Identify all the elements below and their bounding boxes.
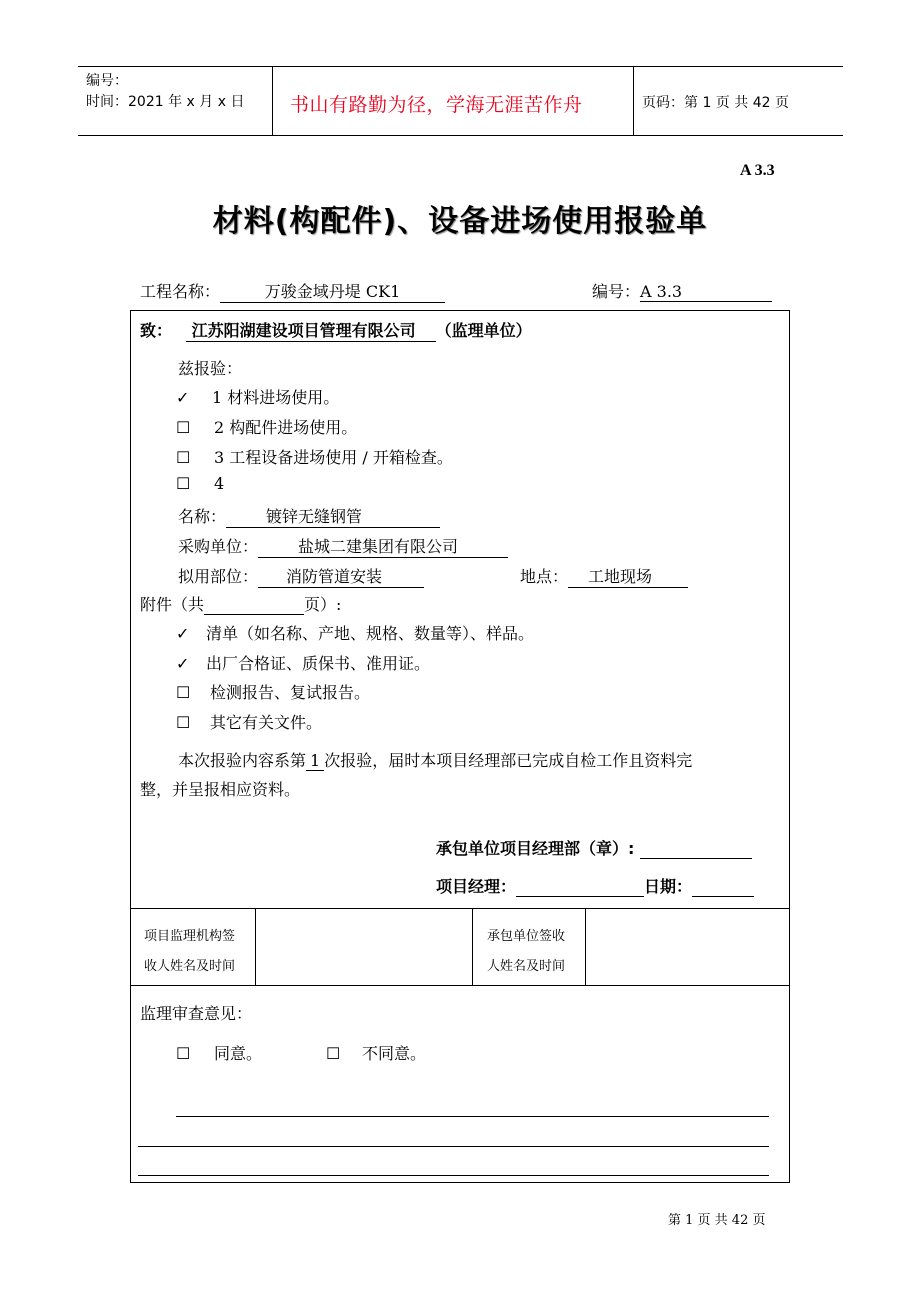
attachments-header [140,592,341,615]
project-name-value: 万骏金域丹堤 CK1 [220,279,445,303]
attachments-page-count [204,595,304,615]
contractor-seal-label: 承包单位项目经理部（章）: [436,839,635,858]
form-divider [130,985,790,986]
attachments-suffix: 页）: [304,595,342,614]
header-divider [272,66,273,135]
header-motto: 书山有路勤为径，学海无涯苦作舟 [290,94,583,116]
document-number-label: 编号： [592,282,641,301]
attachments-prefix: 附件（共 [140,595,205,614]
attachment-text: 清单（如名称、产地、规格、数量等）、样品。 [206,624,535,643]
option-item [176,385,339,408]
project-name [140,279,445,303]
manager-signature [436,874,754,897]
site-label: 地点： [520,567,569,586]
intro-text: 兹报验： [178,359,243,378]
header-top-rule [78,66,843,67]
disagree-text: 不同意。 [362,1044,427,1063]
site [520,564,688,588]
purchaser-value: 盐城二建集团有限公司 [258,534,508,558]
footer-page-number: 第 1 页 共 42 页 [668,1213,766,1228]
sign-row-divider [472,908,473,985]
material-name-label: 名称： [178,507,227,526]
checkmark-icon: ✓ [176,624,190,643]
header-divider [633,66,634,135]
review-disagree [326,1041,426,1064]
attachment-text: 其它有关文件。 [210,713,323,732]
site-value: 工地现场 [568,564,688,588]
attachment-item [176,651,430,674]
checkbox-icon: ☐ [176,713,191,732]
supervisor-unit: 江苏阳湖建设项目管理有限公司 [186,318,436,342]
statement-text: 次报验，届时本项目经理部已完成自检工作且资料完 [324,751,693,770]
review-comment-line [138,1146,769,1147]
statement-text: 本次报验内容系第 [178,751,307,770]
option-text: 4 [214,474,225,493]
review-comment-line [176,1116,769,1117]
page-title: 材料(构配件)、设备进场使用报验单 [212,204,708,239]
header-time: 时间：2021 年 x 月 x 日 [86,94,245,110]
material-name [178,504,440,528]
attachment-item [176,710,322,733]
checkbox-icon: ☐ [176,1044,191,1063]
usage-location-label: 拟用部位： [178,567,259,586]
to-suffix: （监理单位） [435,321,532,340]
statement-line-2: 整，并呈报相应资料。 [140,780,301,799]
option-text: 1 材料进场使用。 [212,388,340,407]
inspection-count: 1 [306,751,324,771]
purchaser [178,534,508,558]
contractor-seal-blank [640,839,752,859]
attachment-item [176,621,534,644]
manager-label: 项目经理： [436,877,517,896]
document-number-value: A 3.3 [640,282,772,302]
statement-line-1 [178,748,692,771]
supervisor-receiver-line-1: 项目监理机构签 [144,929,236,944]
header-number-label: 编号： [86,73,128,89]
attachment-text: 出厂合格证、质保书、准用证。 [206,654,431,673]
contractor-seal [436,836,752,859]
checkbox-icon: ☐ [176,474,191,493]
checkbox-icon: ☐ [326,1044,341,1063]
header-bottom-rule [78,135,843,136]
review-agree [176,1041,262,1064]
date-label: 日期： [644,877,693,896]
agree-text: 同意。 [214,1044,263,1063]
usage-location-value: 消防管道安装 [258,564,424,588]
option-item [176,474,224,493]
date-blank [692,877,754,897]
review-comment-line [138,1175,769,1176]
review-label: 监理审查意见： [140,1004,253,1023]
checkbox-icon: ☐ [176,418,191,437]
form-divider [130,908,790,909]
project-name-label: 工程名称： [140,282,221,301]
option-text: 3 工程设备进场使用 / 开箱检查。 [214,448,453,467]
to-label: 致： [140,321,173,340]
material-name-value: 镀锌无缝钢管 [226,504,440,528]
document-number [592,279,772,302]
option-item [176,415,357,438]
purchaser-label: 采购单位： [178,537,259,556]
option-text: 2 构配件进场使用。 [214,418,358,437]
attachment-item [176,680,370,703]
sign-row-divider [255,908,256,985]
option-item [176,445,453,468]
supervisor-receiver-line-2: 收人姓名及时间 [144,959,236,974]
checkbox-icon: ☐ [176,448,191,467]
header-page-label: 页码：第 1 页 共 42 页 [642,95,789,111]
manager-blank [516,877,644,897]
attachment-text: 检测报告、复试报告。 [210,683,371,702]
contractor-receiver-line-2: 人姓名及时间 [487,959,566,974]
checkmark-icon: ✓ [176,388,190,407]
checkbox-icon: ☐ [176,683,191,702]
to-line [140,318,532,342]
usage-location [178,564,424,588]
sign-row-divider [585,908,586,985]
checkmark-icon: ✓ [176,654,190,673]
document-code: A 3.3 [740,162,775,179]
contractor-receiver-line-1: 承包单位签收 [487,929,566,944]
